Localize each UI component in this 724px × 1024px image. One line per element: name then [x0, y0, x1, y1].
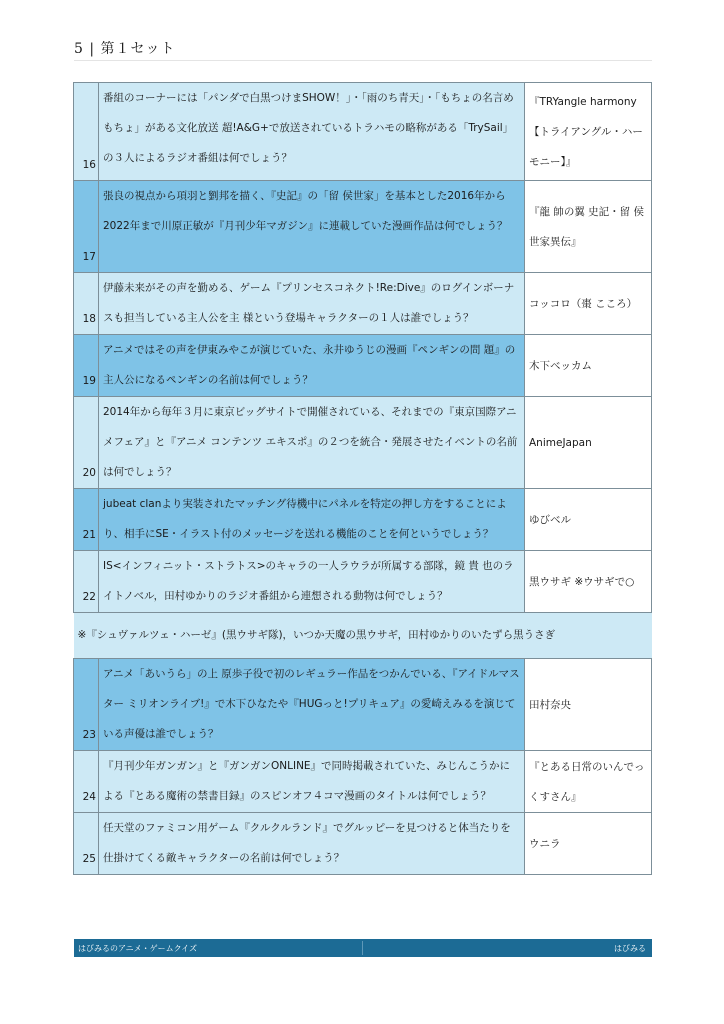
- question-text: 任天堂のファミコン用ゲーム『クルクルランド』でグルッピーを見つけると体当たりを仕掛けてくる敵キャラクターの名前は何でしょう？: [99, 813, 525, 875]
- question-text: 張良の視点から項羽と劉邦を描く、『史記』の「留 侯世家」を基本とした2016年から2022年まで川原正敏が『月刊少年マガジン』に連載していた漫画作品は何でしょう？: [99, 181, 525, 273]
- question-number: 19: [74, 335, 99, 397]
- answer-text: 田村奈央: [525, 659, 652, 751]
- question-text: 伊藤未来がその声を勤める、ゲーム『プリンセスコネクト!Re:Dive』のログインボーナスも担当している主人公を主 様という登場キャラクターの１人は誰でしょう？: [99, 273, 525, 335]
- footer-left: はびみるのアニメ・ゲームクイズ: [78, 944, 198, 953]
- table-row: [74, 551, 652, 613]
- answer-text: 黒ウサギ ※ウサギで○: [525, 551, 652, 613]
- table-row: [74, 397, 652, 489]
- question-number: 21: [74, 489, 99, 551]
- question-number: 22: [74, 551, 99, 613]
- note-text: ※『シュヴァルツェ・ハーゼ』(黒ウサギ隊)，いつか天魔の黒ウサギ，田村ゆかりのいたずら黒うさぎ: [74, 613, 652, 659]
- table-row: [74, 813, 652, 875]
- footer-divider: [362, 941, 363, 955]
- answer-text: ゆびベル: [525, 489, 652, 551]
- question-text: 2014年から毎年３月に東京ビッグサイトで開催されている、それまでの『東京国際アニメフェア』と『アニメ コンテンツ エキスポ』の２つを統合・発展させたイベントの名前は何でしょう？: [99, 397, 525, 489]
- answer-text: 『龍 帥の翼 史記・留 侯世家異伝』: [525, 181, 652, 273]
- answer-text: 『TRYangle harmony【トライアングル・ハーモニー】』: [525, 83, 652, 181]
- table-row: [74, 181, 652, 273]
- question-number: 20: [74, 397, 99, 489]
- table-row: [74, 751, 652, 813]
- question-number: 24: [74, 751, 99, 813]
- table-row: [74, 335, 652, 397]
- page-header: [74, 36, 652, 61]
- table-row: [74, 83, 652, 181]
- question-text: jubeat clanより実装されたマッチング待機中にパネルを特定の押し方をすることにより、相手にSE・イラスト付のメッセージを送れる機能のことを何というでしょう？: [99, 489, 525, 551]
- footer-right: はびみる: [614, 944, 646, 953]
- question-text: IS<インフィニット・ストラトス>のキャラの一人ラウラが所属する部隊，鏡 貴 也のライトノベル，田村ゆかりのラジオ番組から連想される動物は何でしょう？: [99, 551, 525, 613]
- question-text: アニメではその声を伊東みやこが演じていた、永井ゆうじの漫画『ペンギンの問 題』の主人公になるペンギンの名前は何でしょう？: [99, 335, 525, 397]
- question-number: 18: [74, 273, 99, 335]
- answer-text: AnimeJapan: [525, 397, 652, 489]
- question-number: 23: [74, 659, 99, 751]
- answer-text: 木下ベッカム: [525, 335, 652, 397]
- question-number: 17: [74, 181, 99, 273]
- question-text: アニメ「あいうら」の上 原歩子役で初のレギュラー作品をつかんでいる、『アイドルマスター ミリオンライブ!』で木下ひなたや『HUGっと!プリキュア』の愛崎えみるを演じている声優は誰でしょう？: [99, 659, 525, 751]
- page-title: 5 | 第１セット: [74, 41, 176, 57]
- answer-text: コッコロ（棗 こころ）: [525, 273, 652, 335]
- answer-text: ウニラ: [525, 813, 652, 875]
- question-number: 16: [74, 83, 99, 181]
- table-row: [74, 659, 652, 751]
- note-row: [74, 613, 652, 659]
- question-number: 25: [74, 813, 99, 875]
- page-footer: [74, 939, 652, 957]
- answer-text: 『とある日常のいんでっくすさん』: [525, 751, 652, 813]
- quiz-table: [73, 82, 652, 875]
- question-text: 番組のコーナーには「パンダで白黒つけまSHOW！」・「雨のち青天」・「もちょの名言めもちょ」がある文化放送 超!A&G+で放送されているトラハモの略称がある「TrySail」の３人によるラジオ番組は何でしょう？: [99, 83, 525, 181]
- question-text: 『月刊少年ガンガン』と『ガンガンONLINE』で同時掲載されていた、みじんこうかによる『とある魔術の禁書目録』のスピンオフ４コマ漫画のタイトルは何でしょう？: [99, 751, 525, 813]
- table-row: [74, 489, 652, 551]
- table-row: [74, 273, 652, 335]
